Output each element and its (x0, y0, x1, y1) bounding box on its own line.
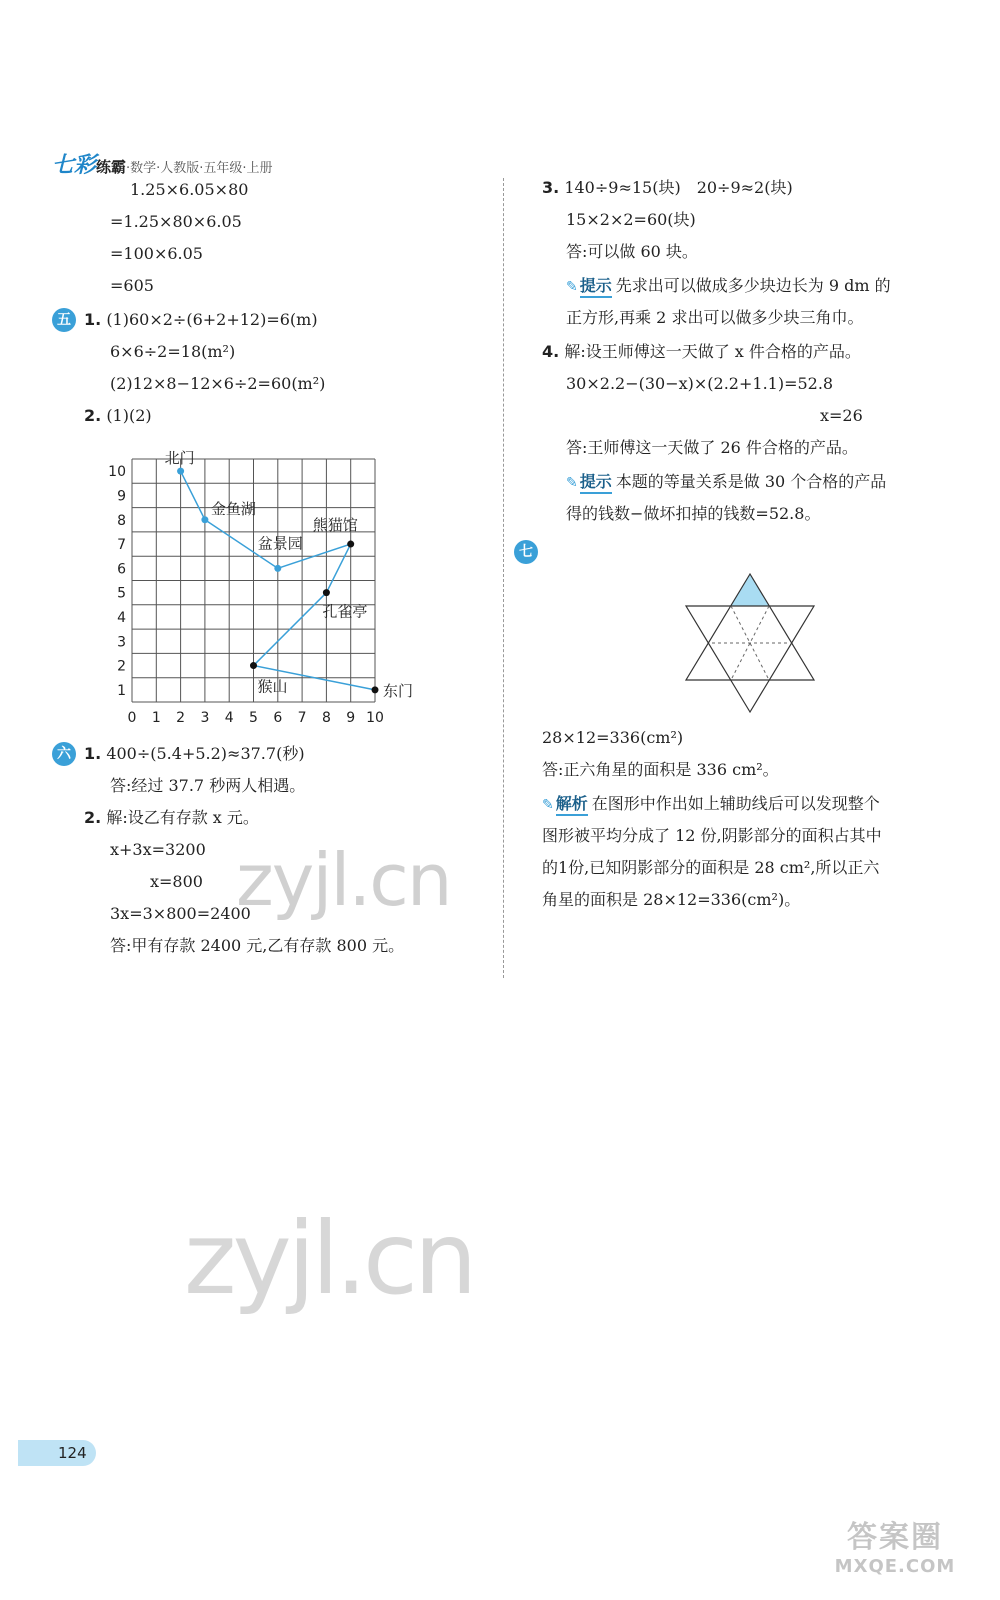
watermark-mid: zyjl.cn (236, 838, 451, 922)
place-label: 北门 (164, 449, 195, 468)
y-tick-label: 2 (117, 658, 126, 675)
s5-q1-text-1: (1)60×2÷(6+2+12)=6(m) (106, 310, 318, 329)
q3-line-2: 15×2×2=60(块) (566, 210, 696, 229)
zoo-grid-map (100, 436, 414, 736)
y-tick-label: 5 (117, 585, 126, 602)
calc-line-3: =100×6.05 (110, 244, 203, 263)
y-tick-label: 1 (117, 682, 126, 699)
s7-line-1: 28×12=336(cm²) (542, 728, 684, 747)
brand-series: 练霸 (96, 158, 127, 176)
pencil-icon: ✎ (566, 475, 578, 491)
s5-q1-line-1 (84, 310, 318, 330)
hexagram-figure (680, 568, 820, 718)
x-tick-label: 6 (273, 710, 283, 726)
x-tick-label: 9 (346, 710, 356, 726)
corner-watermark-bottom: MXQE.COM (834, 1556, 956, 1577)
x-tick-label: 2 (176, 710, 186, 726)
tip2-tag: 提示 (580, 472, 612, 494)
tip2-line-1 (566, 472, 886, 494)
s5-q2-text-1: (1)(2) (106, 406, 152, 425)
x-tick-label: 1 (151, 710, 161, 726)
y-tick-label: 3 (117, 634, 126, 651)
y-tick-label: 4 (117, 609, 126, 626)
place-label: 熊猫馆 (312, 516, 358, 535)
section-7-badge: 七 (514, 540, 538, 564)
x-tick-label: 7 (297, 710, 307, 726)
route-point (323, 589, 330, 596)
brand-meta: ·数学·人教版·五年级·上册 (126, 161, 273, 176)
s7-explain-line-4: 角星的面积是 28×12=336(cm²)。 (542, 890, 801, 909)
route-point (347, 541, 354, 548)
s6-q2-line-5: 答:甲有存款 2400 元,乙有存款 800 元。 (110, 936, 405, 955)
s5-q1-line-3: (2)12×8−12×6÷2=60(m²) (110, 374, 326, 393)
calc-line-2: =1.25×80×6.05 (110, 212, 242, 231)
s5-q2-num: 2. (84, 406, 102, 425)
s7-explain-line-2: 图形被平均分成了 12 份,阴影部分的面积占其中 (542, 826, 882, 845)
corner-watermark-top: 答案圈 (847, 1520, 943, 1555)
route-point (274, 565, 281, 572)
calc-line-1: 1.25×6.05×80 (130, 180, 249, 199)
place-label: 金鱼湖 (210, 499, 256, 518)
q3-text-1: 140÷9≈15(块) 20÷9≈2(块) (564, 178, 793, 197)
q4-num: 4. (542, 342, 560, 361)
s6-q1-line-1 (84, 744, 305, 764)
s6-q2-line-2: x+3x=3200 (110, 840, 206, 859)
section-6-badge: 六 (52, 742, 76, 766)
q4-line-1 (542, 342, 861, 362)
place-label: 盆景园 (257, 534, 303, 553)
s6-q2-line-1 (84, 808, 259, 828)
x-tick-label: 10 (366, 710, 384, 726)
q3-num: 3. (542, 178, 560, 197)
route-point (250, 662, 257, 669)
watermark-bottom: zyjl.cn (184, 1200, 474, 1317)
pencil-icon: ✎ (566, 279, 578, 295)
y-tick-label: 10 (108, 464, 126, 481)
star-triangle-down (686, 606, 814, 712)
corner-watermark (810, 1512, 980, 1582)
place-label: 猴山 (257, 677, 288, 696)
x-tick-label: 8 (321, 710, 331, 726)
q4-line-2: 30×2.2−(30−x)×(2.2+1.1)=52.8 (566, 374, 834, 393)
y-tick-label: 8 (117, 512, 126, 529)
pencil-icon: ✎ (542, 797, 554, 813)
y-tick-label: 9 (117, 488, 126, 505)
column-divider (503, 178, 504, 978)
s6-q1-text-1: 400÷(5.4+5.2)≈37.7(秒) (106, 744, 305, 763)
route-point (201, 516, 208, 523)
s6-q2-line-4: 3x=3×800=2400 (110, 904, 251, 923)
x-tick-label: 5 (249, 710, 258, 726)
s5-q1-line-2: 6×6÷2=18(m²) (110, 342, 236, 361)
y-tick-label: 7 (117, 537, 126, 554)
s6-q2-num: 2. (84, 808, 102, 827)
s5-q2-line-1 (84, 406, 152, 426)
x-tick-label: 0 (127, 710, 137, 726)
tip1-text-1: 先求出可以做成多少块边长为 9 dm 的 (615, 276, 891, 295)
s6-q1-num: 1. (84, 744, 102, 763)
q3-line-1 (542, 178, 793, 198)
q3-line-3: 答:可以做 60 块。 (566, 242, 698, 261)
page-number: 124 (18, 1440, 96, 1466)
s7-explain-tag: 解析 (556, 794, 588, 816)
y-tick-label: 6 (117, 561, 126, 578)
tip1-line-2: 正方形,再乘 2 求出可以做多少块三角巾。 (566, 308, 864, 327)
s7-explain-text-1: 在图形中作出如上辅助线后可以发现整个 (591, 794, 880, 813)
s5-q1-num: 1. (84, 310, 102, 329)
x-tick-label: 4 (224, 710, 234, 726)
route-point (177, 468, 184, 475)
tip1-tag: 提示 (580, 276, 612, 298)
shaded-triangle (731, 574, 769, 606)
s7-line-2: 答:正六角星的面积是 336 cm²。 (542, 760, 779, 779)
q4-line-4: 答:王师傅这一天做了 26 件合格的产品。 (566, 438, 858, 457)
s6-q2-line-3: x=800 (150, 872, 203, 891)
s7-explain-line-3: 的1份,已知阴影部分的面积是 28 cm²,所以正六 (542, 858, 880, 877)
place-label: 东门 (383, 681, 414, 700)
q4-text-1: 解:设王师傅这一天做了 x 件合格的产品。 (564, 342, 861, 361)
place-label: 孔雀亭 (322, 602, 368, 621)
s6-q1-line-2: 答:经过 37.7 秒两人相遇。 (110, 776, 306, 795)
calc-line-4: =605 (110, 276, 154, 295)
q4-line-3: x=26 (820, 406, 863, 425)
tip2-text-1: 本题的等量关系是做 30 个合格的产品 (615, 472, 887, 491)
section-5-badge: 五 (52, 308, 76, 332)
s6-q2-text-1: 解:设乙有存款 x 元。 (106, 808, 259, 827)
tip1-line-1 (566, 276, 891, 298)
brand-logo: 七彩 (52, 153, 97, 178)
route-point (372, 686, 379, 693)
header-brand (52, 148, 273, 179)
tip2-line-2: 得的钱数−做坏扣掉的钱数=52.8。 (566, 504, 821, 523)
x-tick-label: 3 (200, 710, 210, 726)
s7-explain-line-1 (542, 794, 880, 816)
